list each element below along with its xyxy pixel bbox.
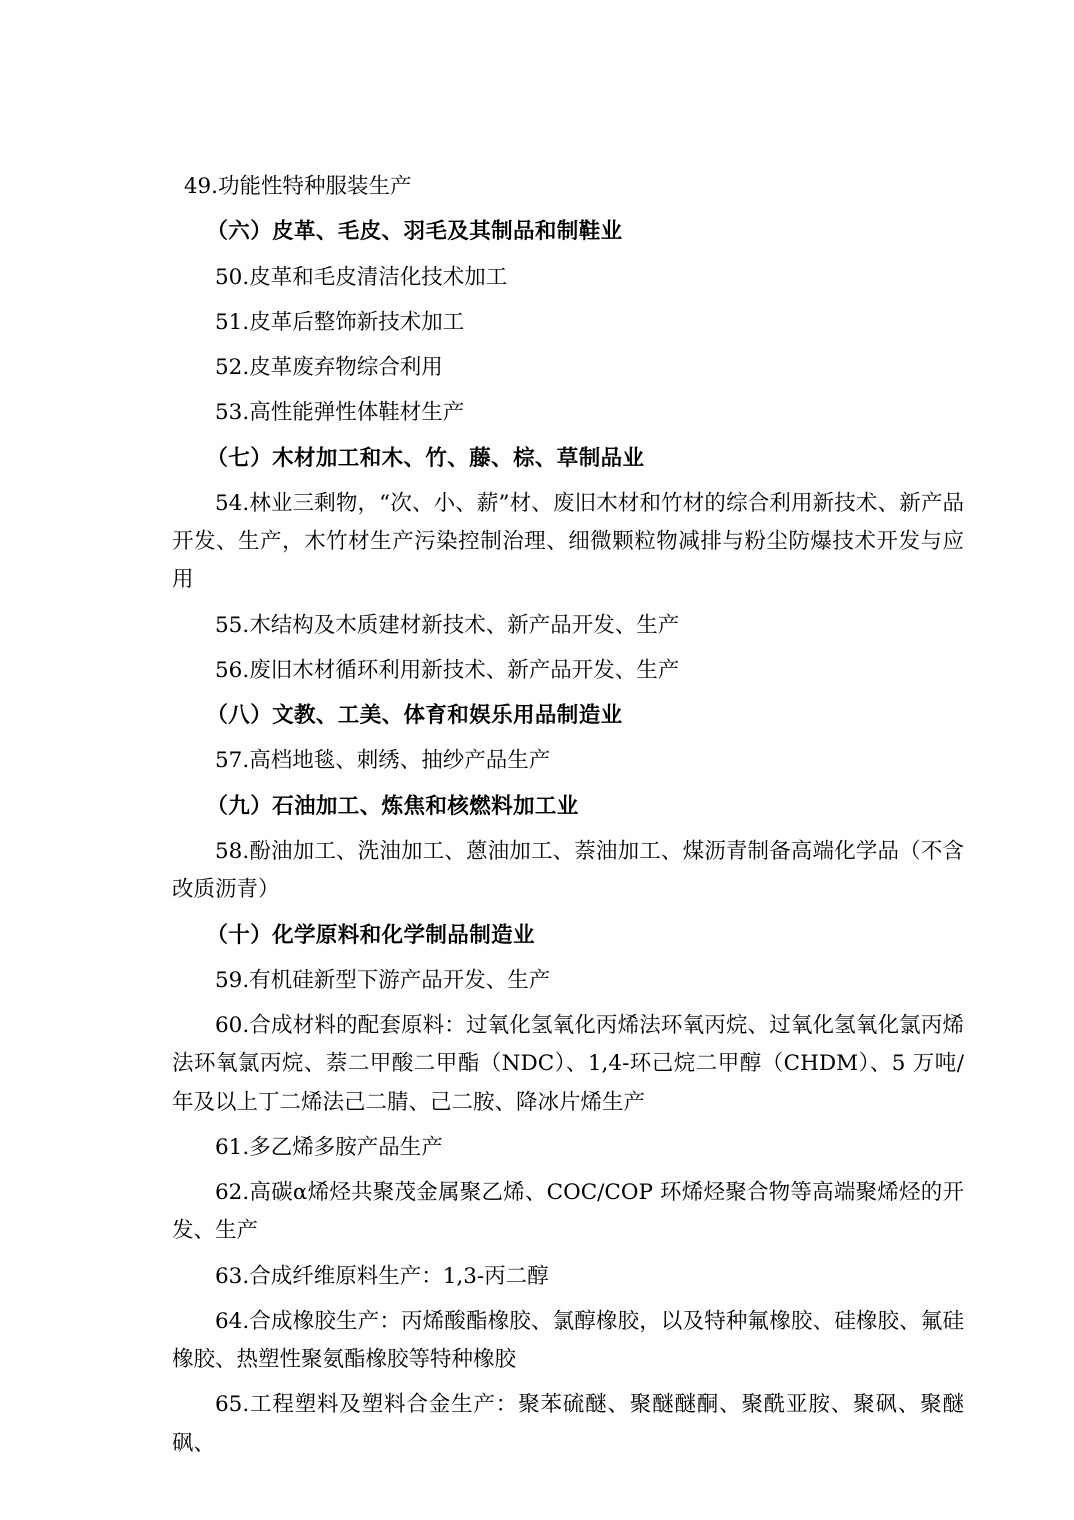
list-item: 57.高档地毯、刺绣、抽纱产品生产: [215, 748, 551, 774]
section-heading: （七）木材加工和木、竹、藤、棕、草制品业: [206, 445, 645, 471]
section-heading: （八）文教、工美、体育和娱乐用品制造业: [206, 703, 623, 729]
list-item: 65.工程塑料及塑料合金生产：聚苯硫醚、聚醚醚酮、聚酰亚胺、聚砜、聚醚砜、: [172, 1392, 964, 1456]
list-item: 58.酚油加工、洗油加工、蒽油加工、萘油加工、煤沥青制备高端化学品（不含改质沥青）: [172, 838, 964, 903]
list-item: 52.皮革废弃物综合利用: [215, 355, 443, 381]
list-item: 53.高性能弹性体鞋材生产: [215, 400, 465, 426]
list-item: 49.功能性特种服装生产: [183, 174, 412, 199]
list-item: 61.多乙烯多胺产品生产: [215, 1134, 443, 1160]
list-item: 59.有机硅新型下游产品开发、生产: [215, 967, 551, 993]
list-item: 54.林业三剩物，“次、小、薪”材、废旧木材和竹材的综合利用新技术、新产品开发、生产，木竹材生产污染控制治理、细微颗粒物减排与粉尘防爆技术开发与应用: [172, 490, 964, 593]
list-item: 64.合成橡胶生产：丙烯酸酯橡胶、氯醇橡胶，以及特种氟橡胶、硅橡胶、氟硅橡胶、热塑性聚氨酯橡胶等特种橡胶: [172, 1308, 964, 1373]
list-item: 55.木结构及木质建材新技术、新产品开发、生产: [215, 612, 680, 638]
list-item: 62.高碳α烯烃共聚茂金属聚乙烯、COC/COP 环烯烃聚合物等高端聚烯烃的开发、生产: [172, 1180, 964, 1244]
section-heading: （九）石油加工、炼焦和核燃料加工业: [206, 793, 579, 819]
section-heading: （六）皮革、毛皮、羽毛及其制品和制鞋业: [206, 219, 623, 245]
list-item: 63.合成纤维原料生产：1,3-丙二醇: [215, 1263, 549, 1289]
list-item: 56.废旧木材循环利用新技术、新产品开发、生产: [215, 657, 680, 683]
document-body: [172, 168, 964, 1463]
list-item: 51.皮革后整饰新技术加工: [215, 309, 465, 335]
section-heading: （十）化学原料和化学制品制造业: [206, 922, 535, 948]
list-item: 60.合成材料的配套原料：过氧化氢氧化丙烯法环氧丙烷、过氧化氢氧化氯丙烯法环氧氯丙烷、萘二甲酸二甲酯（NDC）、1,4-环己烷二甲醇（CHDM）、5 万吨/年及以上丁二烯法己二腈、己二胺、降冰片烯生产: [172, 1013, 964, 1115]
list-item: 50.皮革和毛皮清洁化技术加工: [215, 264, 508, 290]
